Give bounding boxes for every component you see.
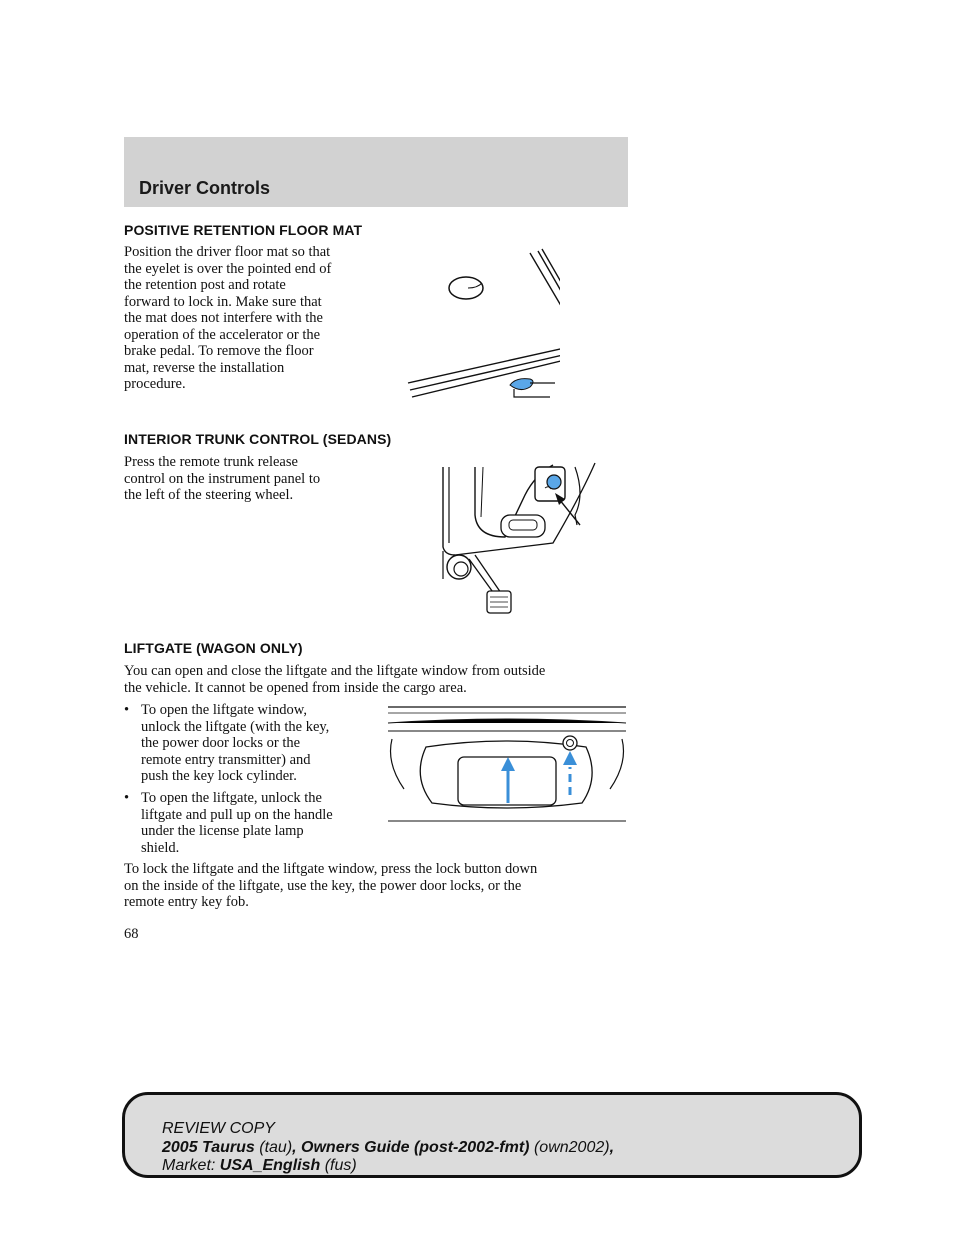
liftgate-intro: You can open and close the liftgate and the liftgate window from outside the vehicle. It cannot be opened from inside the cargo area. [124, 663, 546, 696]
heading-trunk-control: INTERIOR TRUNK CONTROL (SEDANS) [124, 431, 392, 447]
floor-mat-paragraph: Position the driver floor mat so that the eyelet is over the pointed end of the retention post and rotate forward to lock in. Make sure that the mat does not interfere with the operation of the accelerator or the brake pedal. To remove the floor mat, reverse the installation procedure. [124, 244, 332, 392]
heading-floor-mat: POSITIVE RETENTION FLOOR MAT [124, 222, 363, 238]
review-copy-footer [122, 1092, 862, 1178]
trunk-release-illustration [435, 455, 600, 620]
footer-review-label: REVIEW COPY [162, 1120, 275, 1137]
liftgate-lock-paragraph: To lock the liftgate and the liftgate window, press the lock button down on the inside of the liftgate, use the key, the power door locks, or the remote entry key fob. [124, 861, 538, 910]
footer-market-line: Market: USA_English (fus) [162, 1157, 357, 1174]
liftgate-illustration [386, 703, 628, 825]
trunk-paragraph: Press the remote trunk release control on the instrument panel to the left of the steering wheel. [124, 454, 321, 503]
page-number: 68 [124, 926, 139, 942]
footer-guide-line: 2005 Taurus (tau), Owners Guide (post-2002-fmt) (own2002), [162, 1139, 615, 1156]
page-title: Driver Controls [139, 178, 271, 198]
floor-mat-illustration [400, 245, 560, 405]
heading-liftgate: LIFTGATE (WAGON ONLY) [124, 640, 303, 656]
